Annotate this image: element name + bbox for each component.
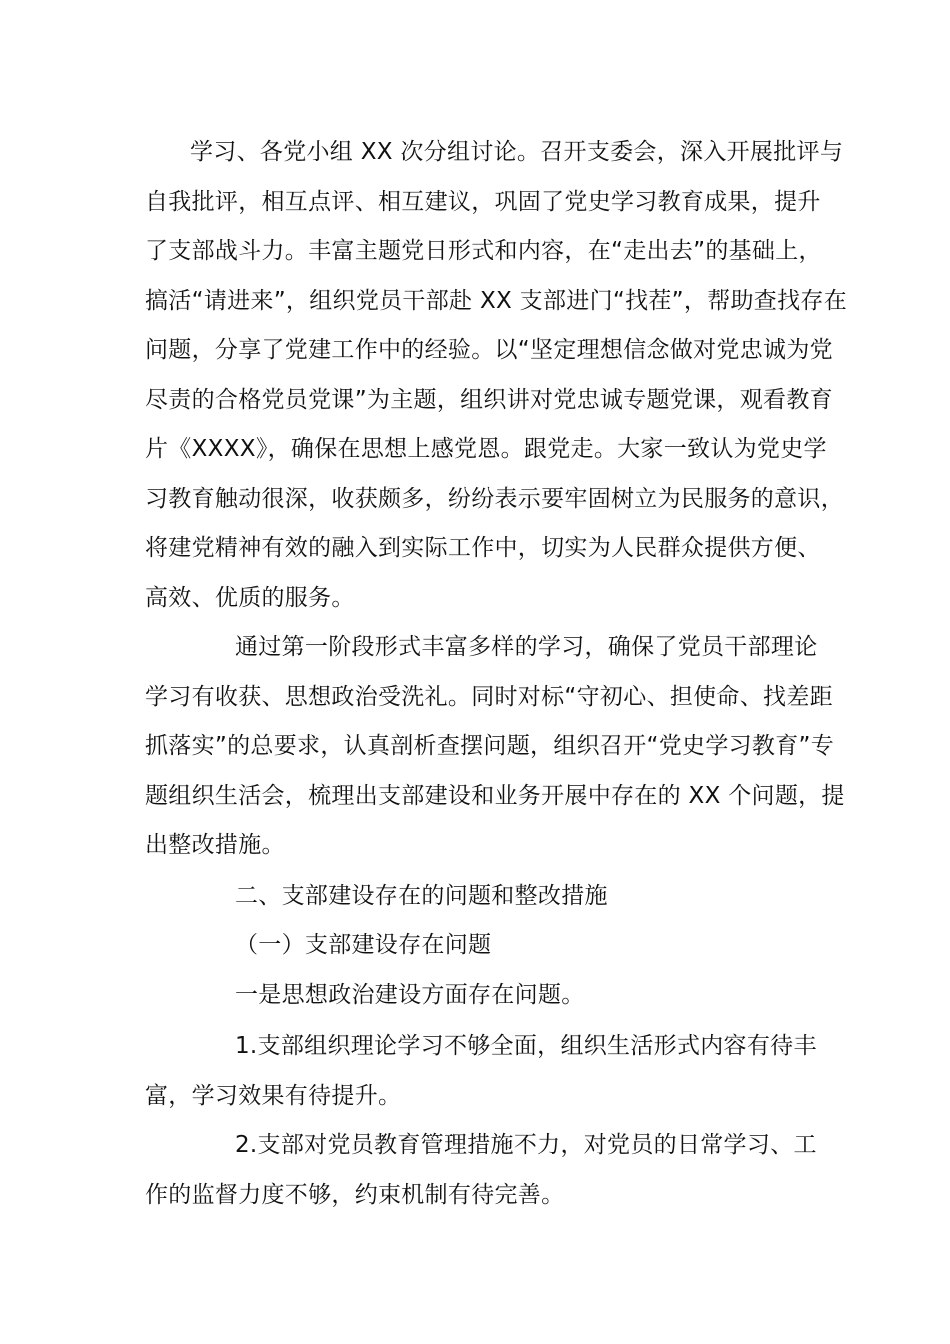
text-line: 抓落实”的总要求，认真剖析查摆问题，组织召开“党史学习教育”专	[145, 733, 835, 759]
text-line: 作的监督力度不够，约束机制有待完善。	[145, 1181, 565, 1208]
text-line: 自我批评，相互点评、相互建议，巩固了党史学习教育成果，提升	[145, 188, 821, 215]
text-line: 富，学习效果有待提升。	[145, 1082, 402, 1109]
text-line: 高效、优质的服务。	[145, 584, 355, 611]
text-line: 了支部战斗力。丰富主题党日形式和内容，在“走出去”的基础上，	[145, 238, 822, 264]
text-line: 出整改措施。	[145, 832, 285, 858]
text-line: 1.支部组织理论学习不够全面，组织生活形式内容有待丰	[235, 1033, 817, 1059]
text-line: 题组织生活会，梳理出支部建设和业务开展中存在的 XX 个问题，提	[145, 782, 845, 809]
paragraph-first-stage-summary	[145, 623, 845, 871]
section-heading-text: 二、支部建设存在的问题和整改措施	[235, 883, 608, 909]
item-heading-text: 一是思想政治建设方面存在问题。	[235, 982, 585, 1008]
text-line: 习教育触动很深，收获颇多，纷纷表示要牢固树立为民服务的意识，	[145, 485, 844, 512]
text-line: 学习、各党小组 XX 次分组讨论。召开支委会，深入开展批评与	[190, 139, 844, 165]
text-line: 片《XXXX》，确保在思想上感党恩。跟党走。大家一致认为党史学	[145, 436, 827, 462]
text-line: 学习有收获、思想政治受洗礼。同时对标“守初心、担使命、找差距	[145, 683, 833, 710]
paragraph-party-history-study	[145, 128, 847, 623]
text-line: 将建党精神有效的融入到实际工作中，切实为人民群众提供方便、	[145, 535, 821, 561]
list-item-1	[145, 1022, 835, 1121]
subsection-heading-text: （一）支部建设存在问题	[235, 932, 492, 958]
list-item-2	[145, 1121, 835, 1220]
text-line: 2.支部对党员教育管理措施不力，对党员的日常学习、工	[235, 1132, 817, 1158]
item-heading	[145, 971, 835, 1021]
section-heading	[145, 872, 835, 922]
text-line: 通过第一阶段形式丰富多样的学习，确保了党员干部理论	[235, 634, 818, 660]
text-line: 搞活“请进来”，组织党员干部赴 XX 支部进门“找茬”，帮助查找存在	[145, 287, 847, 314]
text-line: 尽责的合格党员党课”为主题，组织讲对党忠诚专题党课，观看教育	[145, 386, 833, 413]
subsection-heading	[145, 921, 835, 971]
text-line: 问题，分享了党建工作中的经验。以“坚定理想信念做对党忠诚为党	[145, 337, 833, 363]
